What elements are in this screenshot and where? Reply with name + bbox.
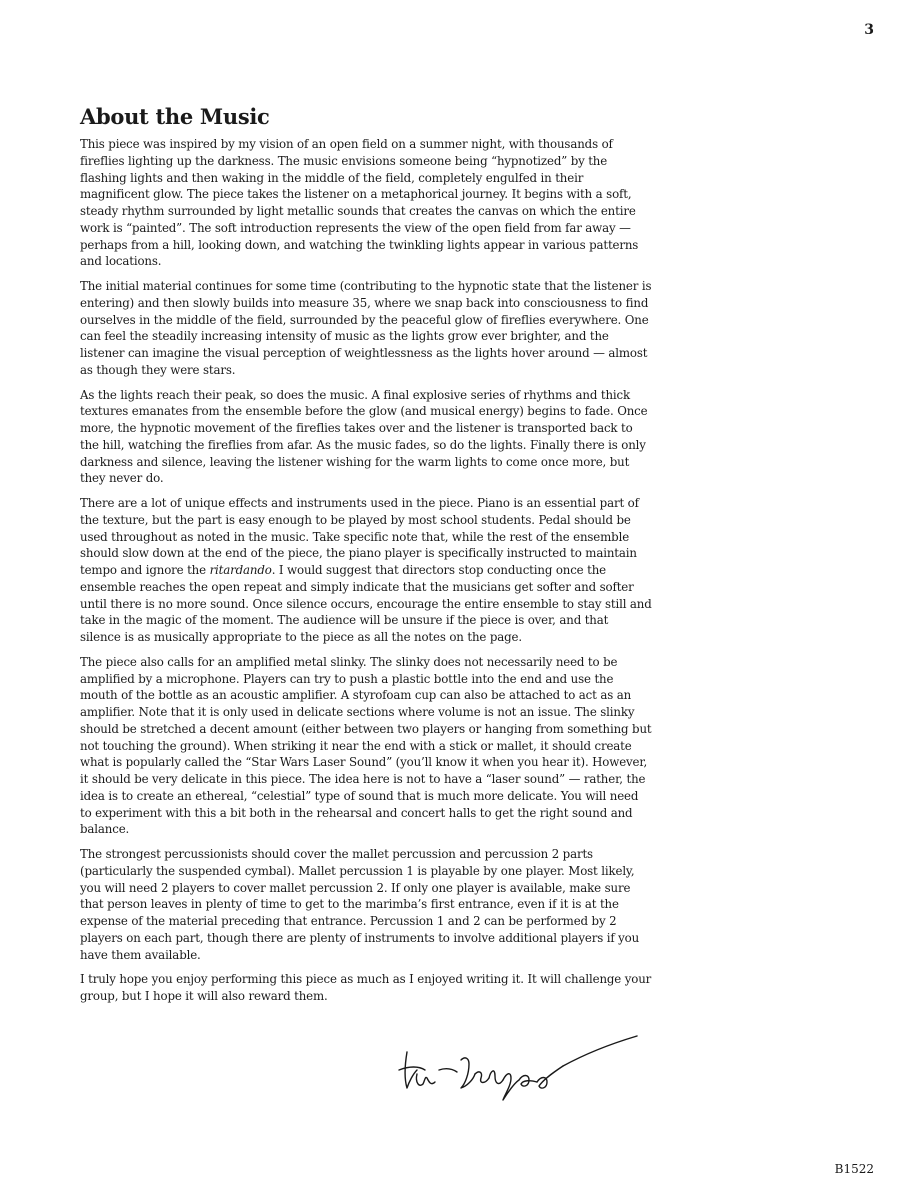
body-paragraph xyxy=(80,846,652,963)
body-paragraph xyxy=(80,654,652,838)
paragraph-text: I truly hope you enjoy performing this piece as much as I enjoyed writing it. It will challenge your group, but I hope it will also reward them. xyxy=(80,972,652,1003)
paragraph-text: The piece also calls for an amplified metal slinky. The slinky does not necessarily need to be amplified by a microphone. Players can try to push a plastic bottle into the end and use the mouth of the bottle as an acoustic amplifier. A styrofoam cup can also be attached to act as an amplifier. Note that it is only used in delicate sections where volume is not an issue. The slinky should be stretched a decent amount (either between two players or hanging from something but not touching the ground). When striking it near the end with a stick or mallet, it should create what is popularly called the “Star Wars Laser Sound” (you’ll know it when you hear it). However, it should be very delicate in this piece. The idea here is not to have a “laser sound” — rather, the idea is to create an ethereal, “celestial” type of sound that is much more delicate. You will need to experiment with this a bit both in the rehearsal and concert halls to get the right sound and balance. xyxy=(80,654,652,837)
paragraph-text: The initial material continues for some time (contributing to the hypnotic state that the listener is entering) and then slowly builds into measure 35, where we snap back into consciousness to find ourselves in the middle of the field, surrounded by the peaceful glow of fireflies everywhere. One can feel the steadily increasing intensity of music as the lights grow ever brighter, and the listener can imagine the visual perception of weightlessness as the lights hover around — almost as though they were stars. xyxy=(80,279,652,377)
paragraph-text: There are a lot of unique effects and instruments used in the piece. Piano is an essential part of the texture, but the part is easy enough to be played by most school students. Pedal should be used throughout as noted in the music. Take specific note that, while the rest of the ensemble should slow down at the end of the piece, the piano player is specifically instructed to maintain tempo and ignore the xyxy=(80,496,639,577)
body-paragraph xyxy=(80,387,652,488)
paragraph-text: As the lights reach their peak, so does the music. A final explosive series of rhythms and thick textures emanates from the ensemble before the glow (and musical energy) begins to fade. Once more, the hypnotic movement of the fireflies takes over and the listener is transported back to the hill, watching the fireflies from afar. As the music fades, so do the lights. Finally there is only darkness and silence, leaving the listener wishing for the warm lights to come once more, but they never do. xyxy=(80,387,648,486)
body-paragraph xyxy=(80,136,652,270)
body-paragraph xyxy=(80,971,652,1005)
page-number: 3 xyxy=(864,22,874,38)
article xyxy=(80,104,652,1013)
paragraph-text: This piece was inspired by my vision of an open field on a summer night, with thousands of fireflies lighting up the darkness. The music envisions someone being “hypnotized” by the flashing lights and then waking in the middle of the field, completely engulfed in their magnificent glow. The piece takes the listener on a metaphorical journey. It begins with a soft, steady rhythm surrounded by light metallic sounds that creates the canvas on which the entire work is “painted”. The soft introduction represents the view of the open field from far away — perhaps from a hill, looking down, and watching the twinkling lights appear in various patterns and locations. xyxy=(80,137,639,269)
body-paragraph xyxy=(80,495,652,646)
paragraph-text: . I would suggest that directors stop conducting once the ensemble reaches the open repeat and simply indicate that the musicians get softer and softer until there is no more sound. Once silence occurs, encourage the entire ensemble to stay still and take in the magic of the moment. The audience will be unsure if the piece is over, and that silence is as musically appropriate to the piece as all the notes on the page. xyxy=(80,563,652,644)
article-heading: About the Music xyxy=(80,104,270,129)
article-body xyxy=(80,136,652,1005)
body-paragraph xyxy=(80,278,652,379)
paragraph-text: The strongest percussionists should cover the mallet percussion and percussion 2 parts (particularly the suspended cymbal). Mallet percussion 1 is playable by one player. Most likely, you will need 2 players to cover mallet percussion 2. If only one player is available, make sure that person leaves in plenty of time to get to the marimba’s first entrance, even if it is at the expense of the material preceding that entrance. Percussion 1 and 2 can be performed by 2 players on each part, though there are plenty of instruments to involve additional players if you have them available. xyxy=(80,847,640,962)
signature-icon xyxy=(395,1030,645,1110)
catalog-number: B1522 xyxy=(834,1162,874,1176)
italic-term: ritardando xyxy=(209,563,272,577)
